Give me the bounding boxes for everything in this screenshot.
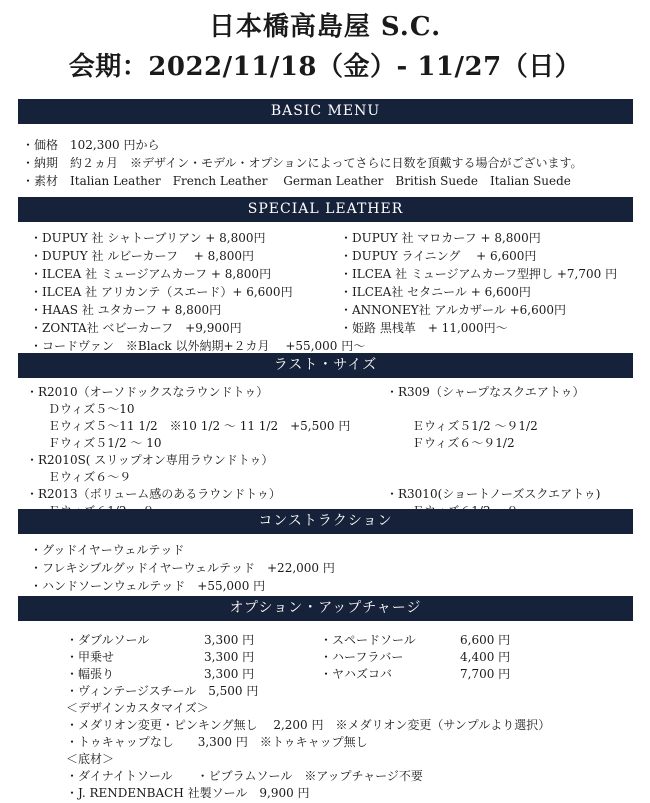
- leather-item: ・DUPUY 社 ルビーカーフ + 8,800円: [30, 249, 254, 263]
- last-r2010-title: ・R2010（オーソドックスなラウンドトゥ）: [26, 385, 269, 399]
- last-r2010s-e: Ｅウィズ６～９: [48, 470, 132, 484]
- option-spade-sole-price: 6,600 円: [460, 633, 511, 647]
- last-r309-e: Ｅウィズ５1/2 ～９1/2: [412, 419, 538, 433]
- leather-item: ・姫路 黒桟革 + 11,000円～: [340, 321, 508, 335]
- basic-price: ・価格 102,300 円から: [22, 138, 160, 152]
- last-r309-title: ・R309（シャープなスクエアトゥ）: [386, 385, 585, 399]
- store-title: 日本橋高島屋 S.C.: [208, 12, 442, 42]
- construction-item: ・ハンドソーンウェルテッド +55,000 円: [30, 579, 266, 593]
- sole-material-heading: ＜底材＞: [66, 752, 115, 766]
- construction-item: ・フレキシブルグッドイヤーウェルテッド +22,000 円: [30, 561, 335, 575]
- section-header-special-leather: SPECIAL LEATHER: [18, 197, 633, 222]
- leather-item: ・DUPUY 社 マロカーフ + 8,800円: [340, 231, 541, 245]
- last-r2010s-title: ・R2010S( スリップオン専用ラウンドトゥ）: [26, 453, 274, 467]
- leather-item: ・ZONTA社 ベビーカーフ +9,900円: [30, 321, 242, 335]
- leather-item: ・HAAS 社 ユタカーフ + 8,800円: [30, 303, 222, 317]
- section-header-construction: コンストラクション: [18, 509, 633, 534]
- leather-item: ・ILCEA 社 アリカンテ（スエード）+ 6,600円: [30, 285, 293, 299]
- option-yahazu: ・ヤハズコバ: [320, 667, 393, 681]
- leather-item: ・ILCEA社 セタニール + 6,600円: [340, 285, 531, 299]
- option-half-rubber-price: 4,400 円: [460, 650, 511, 664]
- option-double-sole: ・ダブルソール: [66, 633, 150, 647]
- leather-item: ・ILCEA 社 ミュージアムカーフ型押し +7,700 円: [340, 267, 618, 281]
- last-r2010-f: Ｆウィズ５1/2 ～ 10: [48, 436, 162, 450]
- construction-item: ・グッドイヤーウェルテッド: [30, 543, 185, 557]
- option-yahazu-price: 7,700 円: [460, 667, 511, 681]
- leather-item: ・ANNONEY社 アルカザール +6,600円: [340, 303, 567, 317]
- leather-item: ・DUPUY 社 シャトーブリアン + 8,800円: [30, 231, 266, 245]
- option-double-sole-price: 3,300 円: [204, 633, 255, 647]
- basic-delivery: ・納期 約２ヵ月 ※デザイン・モデル・オプションによってさらに日数を頂戴する場合がございます。: [22, 156, 583, 170]
- option-rendenbach: ・J. RENDENBACH 社製ソール 9,900 円: [66, 786, 310, 800]
- period-title: 会期：2022/11/18（金）- 11/27（日）: [68, 52, 582, 82]
- leather-item: ・DUPUY ライニング + 6,600円: [340, 249, 537, 263]
- option-vintage-steel: ・ヴィンテージスチール 5,500 円: [66, 684, 259, 698]
- option-spade-sole: ・スペードソール: [320, 633, 416, 647]
- section-header-basic-menu: BASIC MENU: [18, 99, 633, 124]
- section-header-options: オプション・アップチャージ: [18, 596, 633, 621]
- last-r2010-d: Ｄウィズ５～10: [48, 402, 135, 416]
- leather-item: ・コードヴァン ※Black 以外納期+２カ月 +55,000 円～: [30, 339, 366, 353]
- option-toecap: ・トゥキャップなし 3,300 円 ※トゥキャップ無し: [66, 735, 368, 749]
- leather-item: ・ILCEA 社 ミュージアムカーフ + 8,800円: [30, 267, 272, 281]
- option-width-price: 3,300 円: [204, 667, 255, 681]
- option-medallion: ・メダリオン変更・ピンキング無し 2,200 円 ※メダリオン変更（サンプルより選択）: [66, 718, 551, 732]
- design-customize-heading: ＜デザインカスタマイズ＞: [66, 701, 209, 715]
- option-half-rubber: ・ハーフラバー: [320, 650, 404, 664]
- basic-material: ・素材 Italian Leather French Leather German Leather British Suede Italian Suede: [22, 174, 571, 188]
- last-r2010-e: Ｅウィズ５～11 1/2 ※10 1/2 ～ 11 1/2 +5,500 円: [48, 419, 351, 433]
- last-r309-f: Ｆウィズ６～９1/2: [412, 436, 515, 450]
- section-header-last-size: ラスト・サイズ: [18, 353, 633, 378]
- option-instep: ・甲乗せ: [66, 650, 115, 664]
- option-width: ・幅張り: [66, 667, 115, 681]
- last-r3010-title: ・R3010(ショートノーズスクエアトゥ): [386, 487, 601, 501]
- option-dainite-vibram: ・ダイナイトソール ・ビブラムソール ※アップチャージ不要: [66, 769, 423, 783]
- last-r2013-title: ・R2013（ボリューム感のあるラウンドトゥ）: [26, 487, 281, 501]
- option-instep-price: 3,300 円: [204, 650, 255, 664]
